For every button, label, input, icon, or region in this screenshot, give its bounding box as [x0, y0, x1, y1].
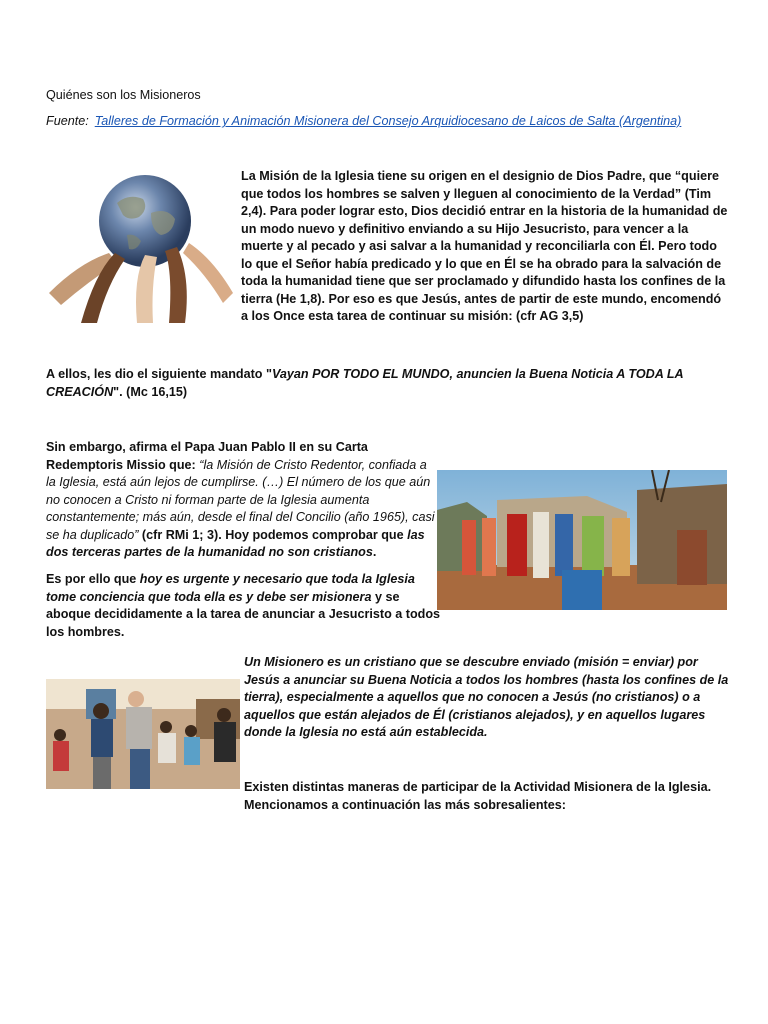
source-label: Fuente: — [46, 114, 89, 128]
page-title: Quiénes son los Misioneros — [46, 88, 201, 102]
redemptoris-citation: (cfr RMi 1; 3). Hoy podemos comprobar que — [138, 527, 408, 542]
paragraph-mandate — [46, 366, 686, 401]
paragraph-redemptoris-missio — [46, 439, 436, 562]
redemptoris-intro: Sin embargo, afirma el Papa Juan Pablo II en su Carta Redemptoris Missio que: — [46, 440, 368, 472]
paragraph-urgency — [46, 571, 446, 641]
urgency-emphasis: hoy es urgente y necesario que toda la Iglesia tome conciencia que toda ella es y debe ser misionera — [46, 572, 415, 604]
source-line — [46, 114, 681, 128]
globe-hands-image — [47, 173, 235, 323]
source-link[interactable]: Talleres de Formación y Animación Misionera del Consejo Arquidiocesano de Laicos de Salta (Argentina) — [94, 114, 682, 128]
mandate-citation: ". (Mc 16,15) — [113, 384, 188, 399]
redemptoris-emphasis: las dos terceras partes de la humanidad no son cristianos — [46, 527, 425, 559]
village-photo — [437, 470, 727, 610]
missionary-photo — [46, 679, 240, 789]
paragraph-missionary-definition: Un Misionero es un cristiano que se descubre enviado (misión = enviar) por Jesús a anunciar su Buena Noticia a todos los hombres (hasta los confines de la tierra), especialmente a aquellos que no conocen a Jesús (no cristianos) o a aquellos que están alejados de Él (cristianos alejados), y en aquellos lugares donde la Iglesia no está aún establecida. — [244, 655, 729, 739]
mandate-quote: Vayan POR TODO EL MUNDO, anuncien la Buena Noticia A TODA LA CREACIÓN — [46, 367, 684, 399]
paragraph-mission-origin: La Misión de la Iglesia tiene su origen en el designio de Dios Padre, que “quiere que todos los hombres se salven y lleguen al conocimiento de la Verdad” (Tim 2,4). Para poder lograr esto, Dios decidió entrar en la historia de la humanidad de un modo nuevo y definitivo enviando a su Hijo Jesucristo, para vencer a la muerte y al pecado y asi salvar a la humanidad y reconciliarla con Él. Pero todo lo que el Señor había predicado y lo que en Él se ha obrado para la salvación de toda la humanidad tiene que ser proclamado y difundido hasta los confines de la tierra (He 1,8). Por eso es que Jesús, antes de partir de este mundo, encomendó a los Once esta tarea de continuar su misión: (cfr AG 3,5) — [241, 169, 728, 323]
urgency-intro: Es por ello que — [46, 572, 140, 586]
urgency-end: y se aboque decididamente a la tarea de anunciar a Jesucristo a todos los hombres. — [46, 589, 441, 639]
paragraph-ways-to-participate: Existen distintas maneras de participar de la Actividad Misionera de la Iglesia. Mencionamos a continuación las más sobresalientes: — [244, 780, 712, 812]
redemptoris-quote: “la Misión de Cristo Redentor, confiada a la Iglesia, está aún lejos de cumplirse. (…) El número de los que aún no conocen a Cristo ni forman parte de la Iglesia aumenta constantemente; más aún, desde el final del Concilio (año 1965), casi se ha duplicado” — [46, 457, 435, 542]
redemptoris-end: . — [372, 545, 377, 559]
mandate-intro: A ellos, les dio el siguiente mandato " — [46, 367, 272, 381]
